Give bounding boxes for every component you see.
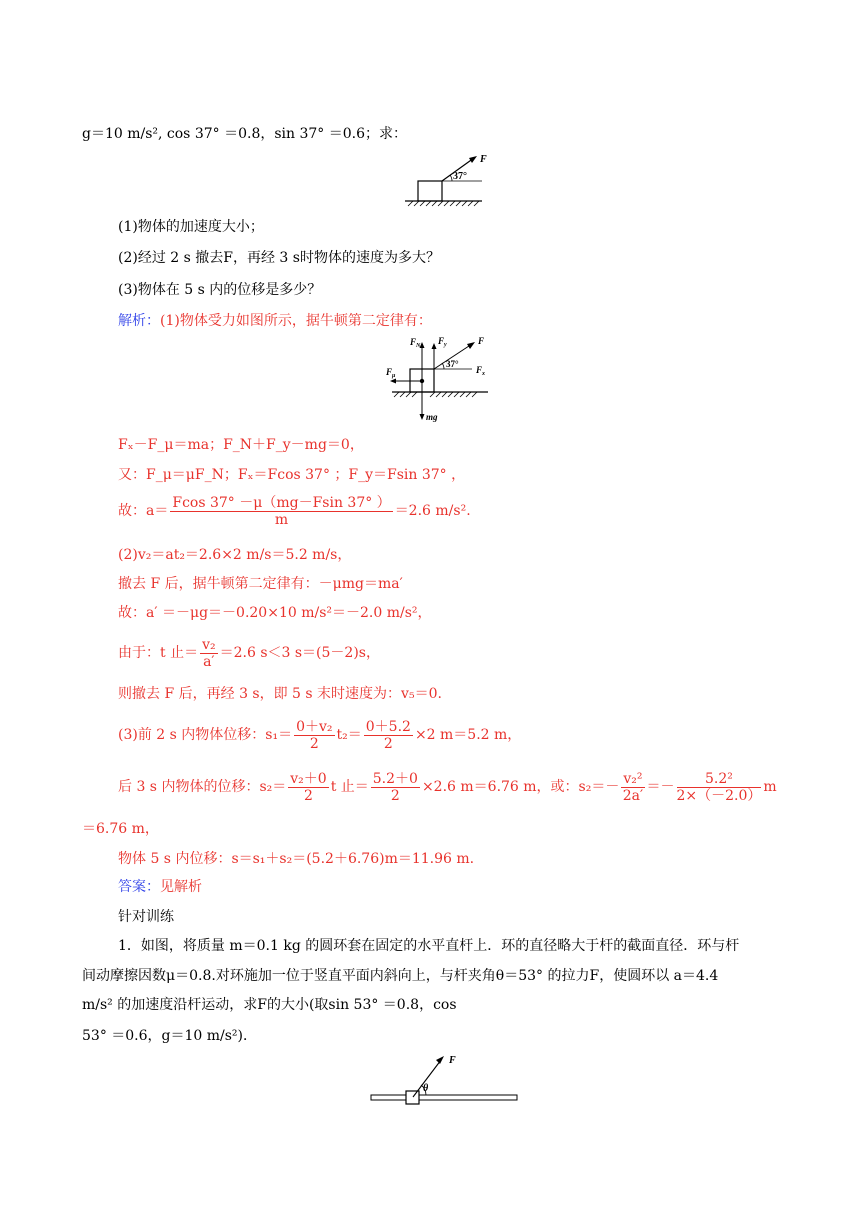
question-2: (2)经过 2 s 撤去F，再经 3 s时物体的速度为多大？ bbox=[118, 250, 440, 266]
fy-label: F bbox=[438, 336, 445, 346]
solution-intro: (1)物体受力如图所示，据牛顿第二定律有： bbox=[160, 313, 432, 329]
practice-q1-line2: 间动摩擦因数μ＝0.8.对环施加一位于竖直平面内斜向上，与杆夹角θ＝53° 的拉力F，使圆环以 a＝4.4 bbox=[82, 968, 719, 984]
equation-10-continued: ＝6.76 m， bbox=[82, 821, 159, 837]
fx-label: F bbox=[476, 365, 483, 375]
fn-label: F bbox=[410, 337, 417, 347]
equation-10: 后 3 s 内物体的位移：s₂＝ $\frac{\text{v₂＋0}}{2}$ t 止＝ $\frac{5.2+0}{2}$ ×2.6 m＝6.76 m，或：s₂＝－ $\frac{\text{v₂²}}{2a'}$ ＝－ $\frac{\text{5.2²}}{2\times(-2.0)}$ m bbox=[118, 770, 777, 804]
equation-8: 则撤去 F 后，再经 3 s，即 5 s 末时速度为：v₅＝0. bbox=[118, 686, 442, 702]
equation-4: (2)v₂＝at₂＝2.6×2 m/s＝5.2 m/s， bbox=[118, 547, 352, 563]
equation-2: 又：F_μ＝μF_N；Fₓ＝Fcos 37° ；F_y＝Fsin 37° ， bbox=[118, 467, 466, 483]
answer-text: 见解析 bbox=[160, 879, 202, 895]
equation-5: 撤去 F 后，据牛顿第二定律有：－μmg＝ma′ bbox=[118, 576, 403, 592]
practice-q1-line4: 53° ＝0.6，g＝10 m/s²)． bbox=[82, 1028, 258, 1044]
svg-text:Fy: $F_y$ bbox=[438, 336, 447, 348]
equation-7: 由于：t 止＝ $\frac{\text{v₂}}{a'}$ ＝2.6 s＜3 s＝(5－2)s， bbox=[118, 636, 380, 670]
force-f-label: F bbox=[449, 1055, 456, 1066]
equation-11: 物体 5 s 内位移：s＝s₁＋s₂＝(5.2＋6.76)m＝11.96 m. bbox=[118, 851, 475, 867]
angle-37-label: 37° bbox=[446, 359, 459, 369]
given-conditions: g＝10 m/s², cos 37° ＝0.8，sin 37° ＝0.6；求： bbox=[82, 126, 408, 142]
theta-label: θ bbox=[423, 1083, 429, 1094]
practice-q1-line1: 1．如图，将质量 m＝0.1 kg 的圆环套在固定的水平直杆上．环的直径略大于杆的截面直径．环与杆 bbox=[118, 938, 740, 954]
equation-3: 故：a＝ $\frac{Fcos 37^\circ -\mu(mg-Fsin 37^\circ )}{m}$ ＝2.6 m/s². bbox=[118, 494, 471, 528]
fmu-label: F bbox=[386, 367, 393, 377]
f-label: F bbox=[478, 336, 485, 346]
angle-label: 37° bbox=[453, 171, 467, 182]
solution-label: 解析： bbox=[118, 313, 160, 329]
svg-text:FN: $F_N$ bbox=[410, 337, 421, 349]
mg-label: mg bbox=[426, 412, 438, 422]
practice-q1-line3: m/s² 的加速度沿杆运动，求F的大小(取sin 53° ＝0.8，cos bbox=[82, 997, 457, 1013]
practice-heading: 针对训练 bbox=[118, 909, 174, 925]
ring-rod-diagram bbox=[368, 1050, 520, 1110]
block-force-diagram bbox=[400, 148, 500, 214]
svg-text:Fx: $F_x$ bbox=[476, 365, 486, 377]
question-1: (1)物体的加速度大小； bbox=[118, 219, 264, 235]
force-analysis-diagram bbox=[380, 334, 500, 426]
force-label: F bbox=[480, 154, 487, 165]
equation-6: 故：a′ ＝－μg＝－0.20×10 m/s²＝－2.0 m/s²， bbox=[118, 605, 432, 621]
answer-label: 答案： bbox=[118, 879, 160, 895]
equation-9: (3)前 2 s 内物体位移：s₁＝ $\frac{\text{0＋v₂}}{2}$ t₂＝ $\frac{0+5.2}{2}$ ×2 m＝5.2 m， bbox=[118, 718, 522, 752]
equation-1: Fₓ－F_μ＝ma；F_N＋F_y－mg＝0， bbox=[118, 437, 364, 453]
question-3: (3)物体在 5 s 内的位移是多少？ bbox=[118, 282, 322, 298]
svg-text:Fμ: $F_\mu$ bbox=[386, 367, 396, 379]
